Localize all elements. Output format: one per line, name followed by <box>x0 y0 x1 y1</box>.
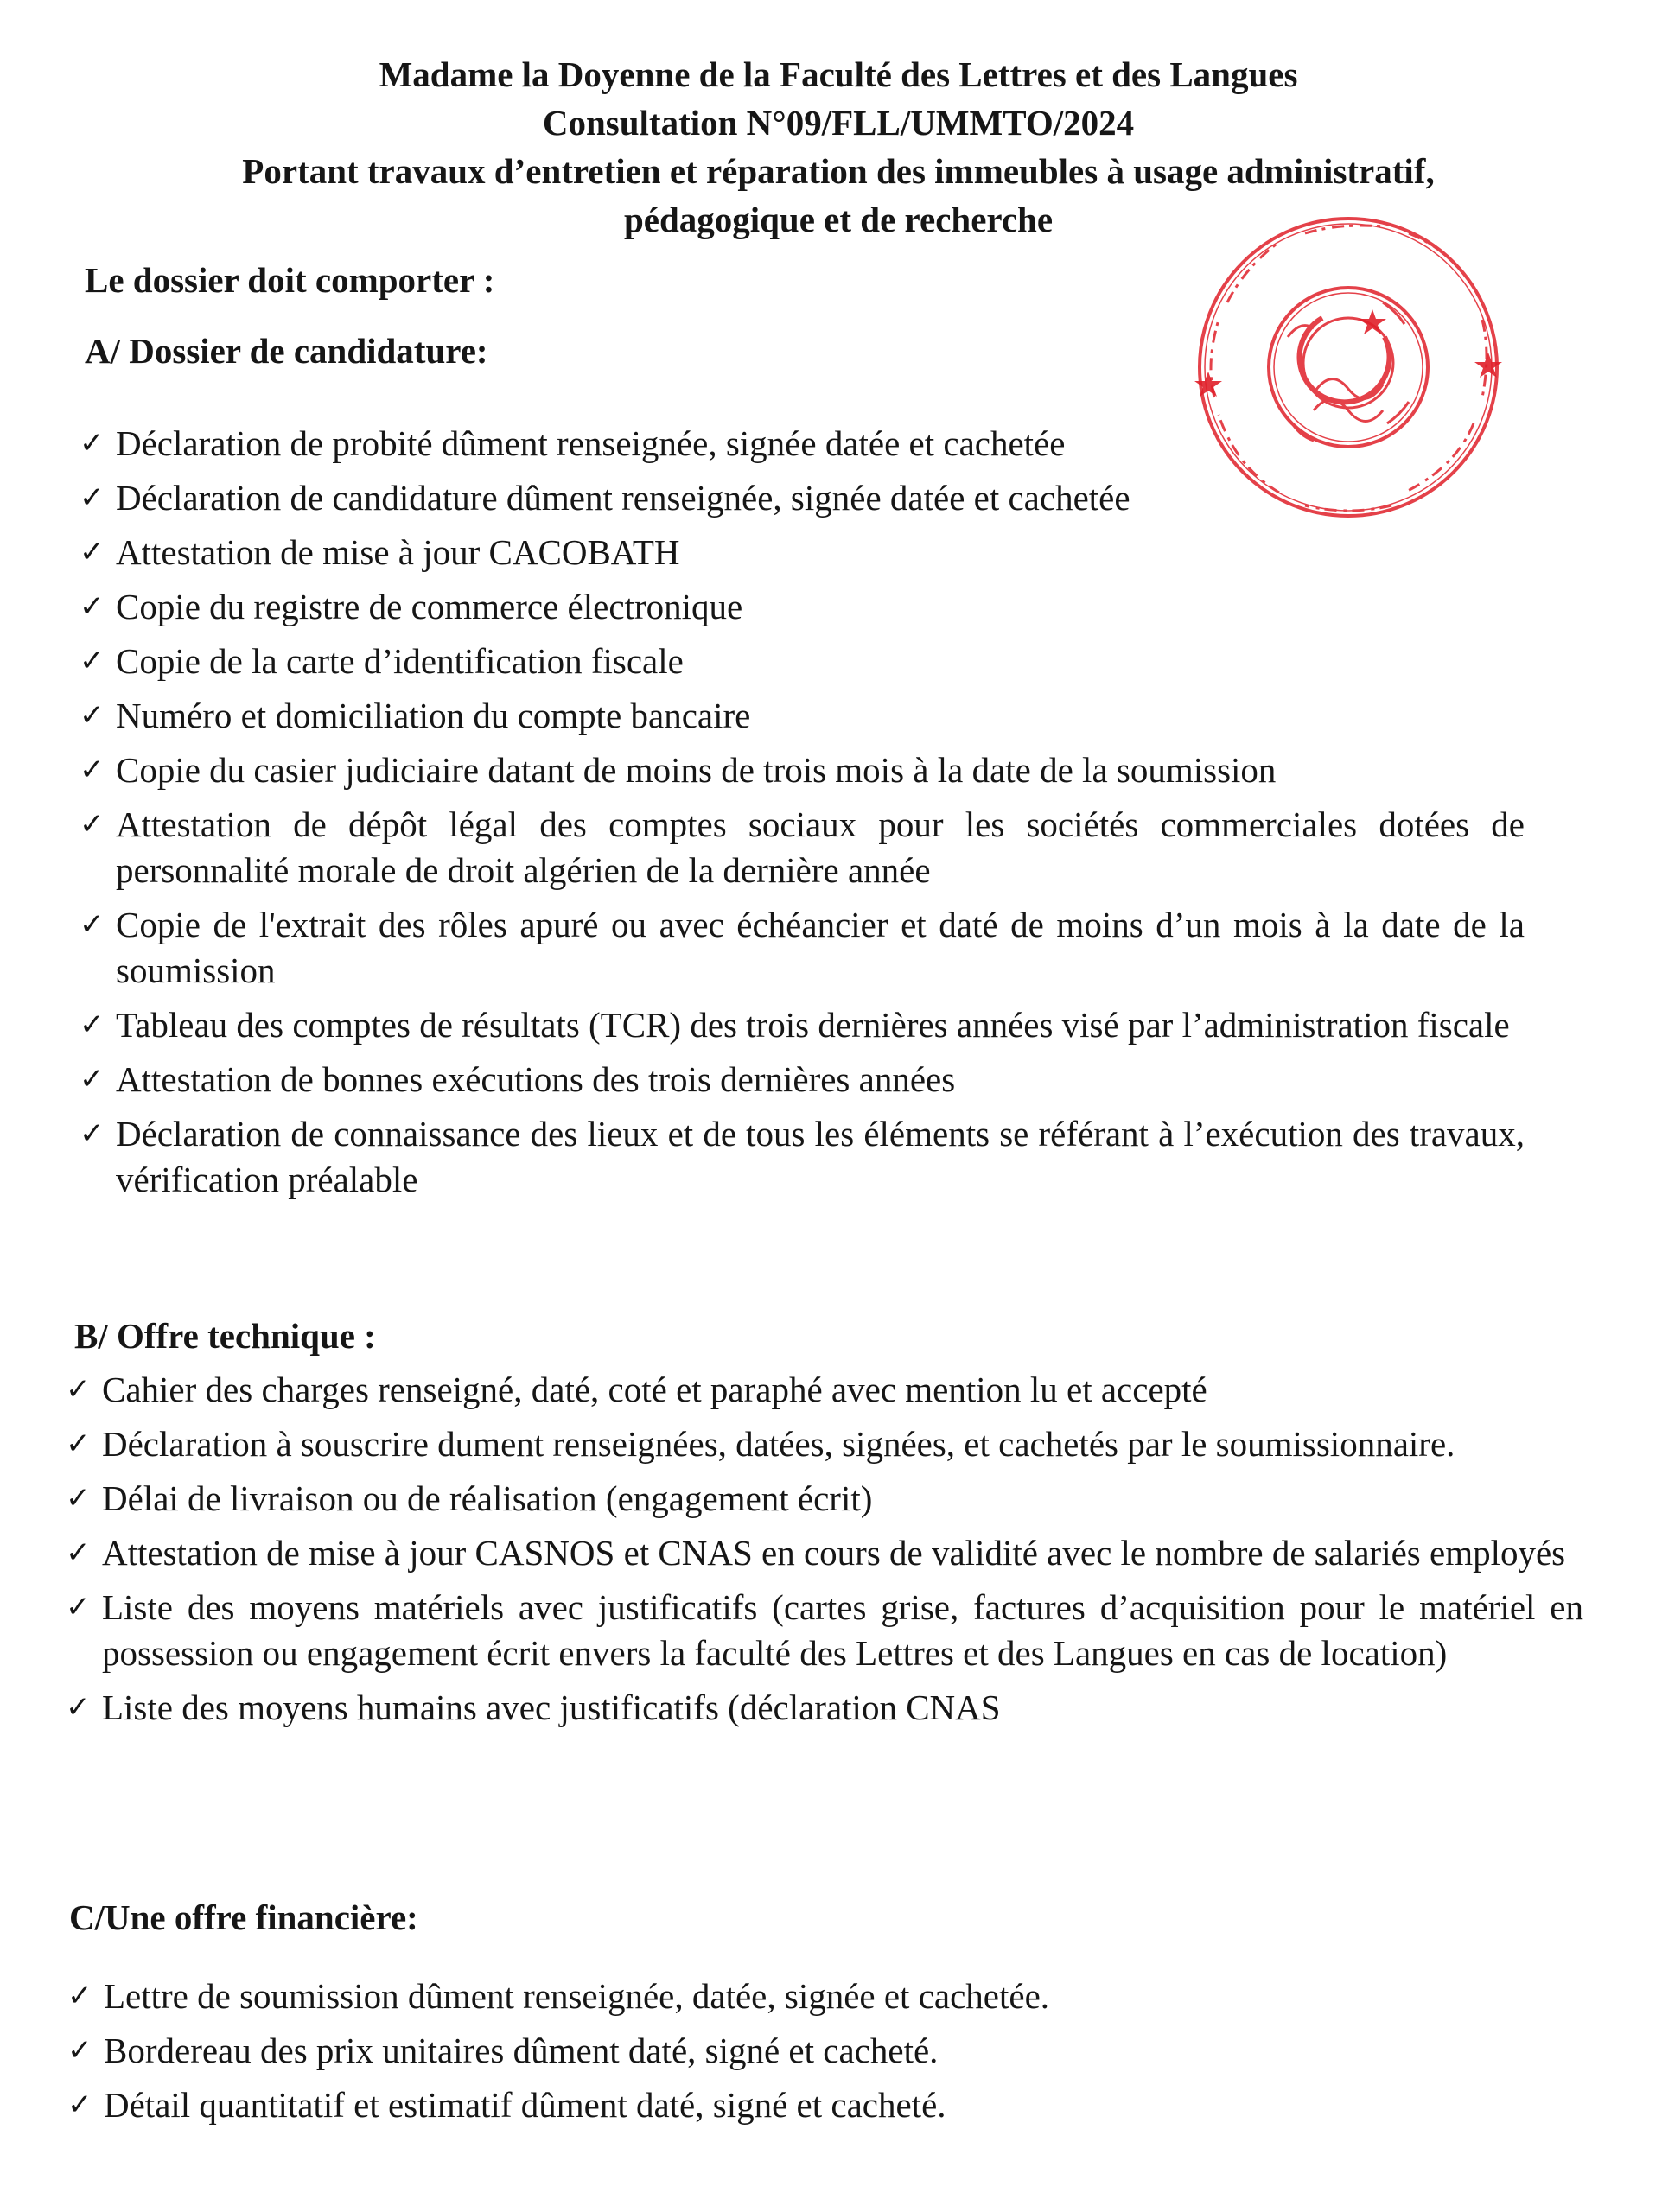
checkmark-icon: ✓ <box>66 1535 91 1570</box>
checkmark-icon: ✓ <box>80 426 105 461</box>
checkmark-icon: ✓ <box>66 1690 91 1725</box>
checkmark-icon: ✓ <box>66 1372 91 1407</box>
header-line-2: Consultation N°09/FLL/UMMTO/2024 <box>542 103 1135 143</box>
checkmark-icon: ✓ <box>67 1979 92 2013</box>
section-b-item-text: Cahier des charges renseigné, daté, coté et paraphé avec mention lu et accepté <box>102 1370 1207 1409</box>
checkmark-icon: ✓ <box>80 589 105 624</box>
section-b-item <box>66 1685 1583 1731</box>
section-b-item <box>66 1421 1583 1467</box>
section-b-item-text: Liste des moyens humains avec justificatifs (déclaration CNAS <box>102 1688 1001 1727</box>
section-a-item-text: Copie du casier judiciaire datant de moins de trois mois à la date de la soumission <box>116 750 1277 790</box>
header-line-1: Madame la Doyenne de la Faculté des Lettres et des Langues <box>379 54 1298 94</box>
section-a-item-text: Tableau des comptes de résultats (TCR) des trois dernières années visé par l’administration fiscale <box>116 1005 1510 1045</box>
section-b-item <box>66 1585 1583 1676</box>
section-a-item <box>80 1057 1525 1103</box>
section-a-item-text: Attestation de mise à jour CACOBATH <box>116 532 680 572</box>
checkmark-icon: ✓ <box>80 480 105 515</box>
section-a-item <box>80 584 1525 630</box>
section-a-item-text: Copie de la carte d’identification fiscale <box>116 641 684 681</box>
section-a-item <box>80 802 1525 893</box>
section-a-item-text: Déclaration de candidature dûment renseignée, signée datée et cachetée <box>116 478 1130 518</box>
section-c-item <box>67 1974 1450 2019</box>
section-c-item-text: Bordereau des prix unitaires dûment daté, signé et cacheté. <box>104 2031 939 2070</box>
checkmark-icon: ✓ <box>80 907 105 942</box>
checkmark-icon: ✓ <box>80 807 105 842</box>
section-c-item-text: Lettre de soumission dûment renseignée, datée, signée et cachetée. <box>104 1976 1050 2016</box>
checkmark-icon: ✓ <box>80 1007 105 1042</box>
section-c-item <box>67 2028 1450 2074</box>
section-a-item-text: Numéro et domiciliation du compte bancaire <box>116 696 751 735</box>
section-b-item-text: Déclaration à souscrire dument renseignées, datées, signées, et cachetés par le soumissionnaire. <box>102 1424 1455 1464</box>
checkmark-icon: ✓ <box>80 1062 105 1096</box>
section-b-item <box>66 1476 1583 1522</box>
section-a-item <box>80 1111 1525 1203</box>
checkmark-icon: ✓ <box>66 1427 91 1461</box>
section-a-item <box>80 530 1525 575</box>
section-b-title: B/ Offre technique : <box>74 1316 376 1356</box>
section-c-item <box>67 2082 1450 2128</box>
checkmark-icon: ✓ <box>66 1590 91 1624</box>
checkmark-icon: ✓ <box>67 2033 92 2068</box>
section-b-item <box>66 1530 1583 1576</box>
section-a-title: A/ Dossier de candidature: <box>85 331 488 371</box>
section-a-item <box>80 747 1525 793</box>
section-a-item-text: Attestation de bonnes exécutions des trois dernières années <box>116 1059 956 1099</box>
checkmark-icon: ✓ <box>80 698 105 733</box>
section-b-item-text: Liste des moyens matériels avec justificatifs (cartes grise, factures d’acquisition pour le matériel en possession ou engagement écrit envers la faculté des Lettres et des Langues en cas de location) <box>102 1587 1583 1673</box>
section-c-list <box>67 1974 1450 2137</box>
section-a-item <box>80 693 1525 739</box>
section-b-item-text: Délai de livraison ou de réalisation (engagement écrit) <box>102 1478 873 1518</box>
section-a-item-text: Attestation de dépôt légal des comptes sociaux pour les sociétés commerciales dotées de personnalité morale de droit algérien de la dernière année <box>116 804 1525 890</box>
section-b-item-text: Attestation de mise à jour CASNOS et CNAS en cours de validité avec le nombre de salariés employés <box>102 1533 1566 1573</box>
checkmark-icon: ✓ <box>67 2088 92 2122</box>
section-a-item-text: Déclaration de probité dûment renseignée, signée datée et cachetée <box>116 423 1066 463</box>
section-b-list <box>66 1367 1583 1739</box>
checkmark-icon: ✓ <box>80 535 105 569</box>
seal-graphic <box>1184 207 1512 527</box>
intro-text: Le dossier doit comporter : <box>85 260 495 300</box>
official-seal-icon <box>1184 207 1512 527</box>
checkmark-icon: ✓ <box>80 1116 105 1151</box>
section-a-item-text: Copie du registre de commerce électronique <box>116 587 743 626</box>
section-a-item-text: Déclaration de connaissance des lieux et de tous les éléments se référant à l’exécution des travaux, vérification préalable <box>116 1114 1525 1199</box>
header-line-3: Portant travaux d’entretien et réparation des immeubles à usage administratif, <box>242 151 1435 191</box>
section-c-item-text: Détail quantitatif et estimatif dûment daté, signé et cacheté. <box>104 2085 946 2125</box>
section-a-item <box>80 639 1525 684</box>
section-a-item <box>80 1002 1525 1048</box>
header-line-4: pédagogique et de recherche <box>623 200 1054 239</box>
checkmark-icon: ✓ <box>80 644 105 678</box>
section-b-item <box>66 1367 1583 1413</box>
checkmark-icon: ✓ <box>66 1481 91 1516</box>
section-a-item <box>80 902 1525 994</box>
checkmark-icon: ✓ <box>80 753 105 787</box>
section-c-title: C/Une offre financière: <box>69 1897 418 1937</box>
section-a-list <box>80 421 1525 1211</box>
section-a-item-text: Copie de l'extrait des rôles apuré ou avec échéancier et daté de moins d’un mois à la date de la soumission <box>116 905 1525 990</box>
